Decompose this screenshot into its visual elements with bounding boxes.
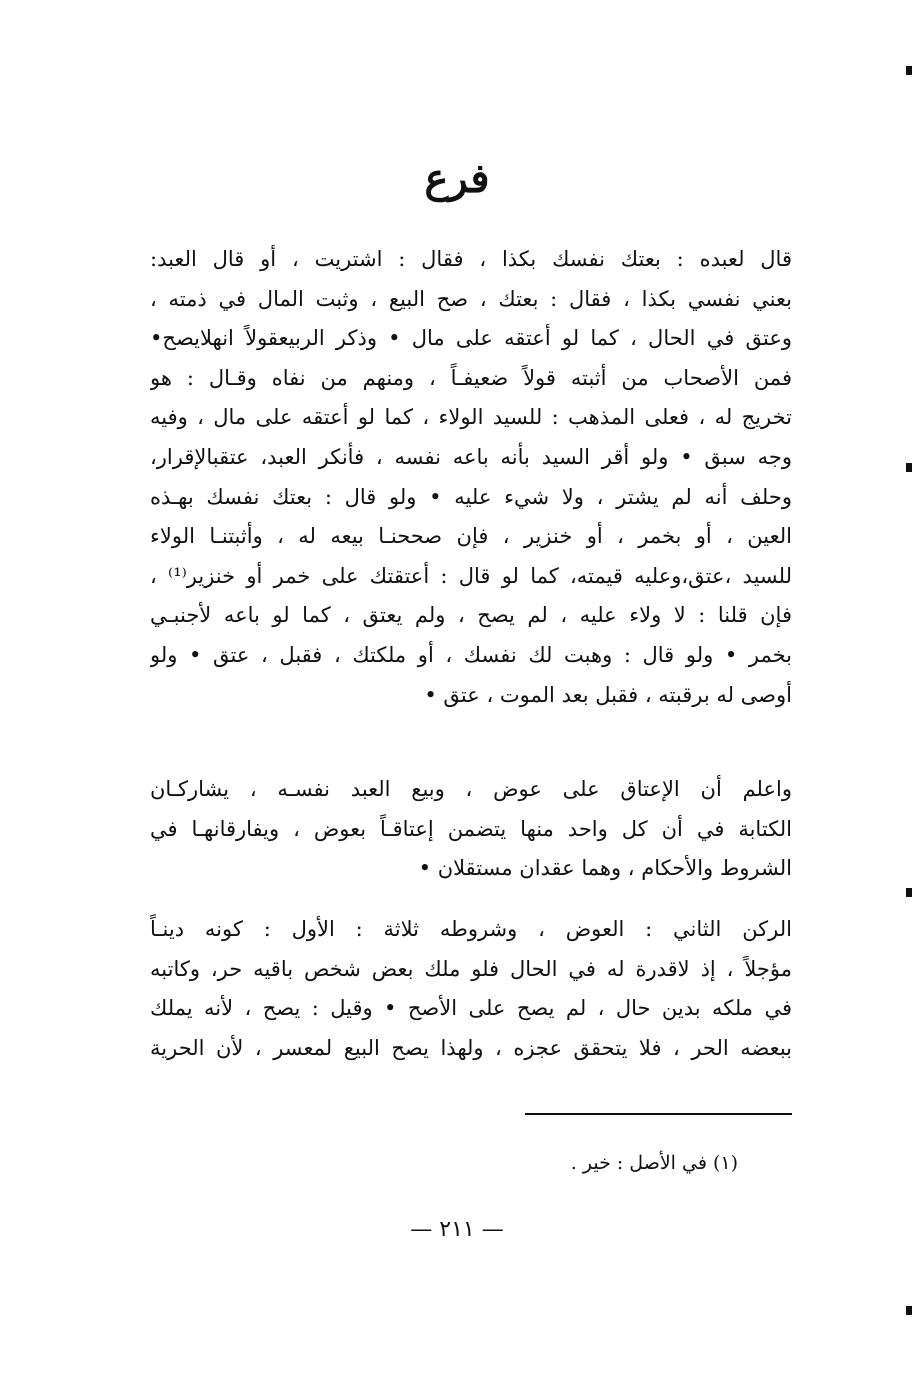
footnote-divider bbox=[525, 1113, 792, 1115]
footnote: (١) في الأصل : خير . bbox=[570, 1152, 738, 1174]
text-line: ببعضه الحر ، فلا يتحقق عجزه ، ولهذا يصح البيع لمعسر ، لأن الحرية bbox=[150, 1035, 792, 1060]
text-line: فإن قلنا : لا ولاء عليه ، لم يصح ، ولم يعتق ، كما لو باعه لأجنبـي bbox=[150, 603, 792, 628]
text-line: أوصى له برقبته ، فقبل بعد الموت ، عتق • bbox=[424, 682, 792, 707]
text-line: بخمر • ولو قال : وهبت لك نفسك ، أو ملكتك ، فقبل ، عتق • ولو bbox=[150, 642, 792, 667]
scan-edge-mark-middle bbox=[906, 463, 912, 472]
text-line: وعتق في الحال ، كما لو أعتقه على مال • وذكر الربيعقولاً انهلايصح• bbox=[150, 326, 792, 351]
scan-edge-mark-bottom bbox=[906, 1306, 912, 1315]
text-line: وجه سبق • ولو أقر السيد بأنه باعه نفسه ، فأنكر العبد، عتقبالإقرار، bbox=[150, 444, 792, 469]
text-line: في ملكه بدين حال ، لم يصح على الأصح • وقيل : يصح ، لأنه يملك bbox=[150, 996, 792, 1021]
paragraph-1 bbox=[150, 240, 792, 715]
text-line: قال لعبده : بعتك نفسك بكذا ، فقال : اشتريت ، أو قال العبد: bbox=[150, 247, 792, 271]
text-line: العين ، أو بخمر ، أو خنزير ، فإن صححنـا بيعه له ، وأثبتنـا الولاء bbox=[150, 524, 792, 549]
page-number: — ٢١١ — bbox=[410, 1217, 504, 1242]
text-line: الشروط والأحكام ، وهما عقدان مستقلان • bbox=[418, 856, 792, 881]
paragraph-3 bbox=[150, 910, 792, 1068]
text-line: واعلم أن الإعتاق على عوض ، وبيع العبد نفسـه ، يشاركـان bbox=[150, 777, 792, 801]
scan-edge-mark-top bbox=[906, 66, 912, 75]
text-line: مؤجلاً ، إذ لاقدرة له في الحال فلو ملك بعض شخص باقيه حر، وكاتبه bbox=[150, 956, 792, 981]
text-line: بعني نفسي بكذا ، فقال : بعتك ، صح البيع ، وثبت المال في ذمته ، bbox=[150, 286, 792, 311]
section-heading: فرع bbox=[424, 155, 490, 202]
text-line: فمن الأصحاب من أثبته قولاً ضعيفـاً ، ومنهم من نفاه وقـال : هو bbox=[150, 365, 792, 390]
text-line: الكتابة في أن كل واحد منها يتضمن إعتاقـاً بعوض ، ويفارقانهـا في bbox=[150, 816, 792, 841]
text-line: للسيد ،عتق،وعليه قيمته، كما لو قال : أعتقتك على خمر أو خنزير⁽¹⁾ ، bbox=[150, 563, 792, 588]
scan-edge-mark-lower bbox=[906, 888, 912, 897]
text-line: وحلف أنه لم يشتر ، ولا شيء عليه • ولو قال : بعتك نفسك بهـذه bbox=[150, 484, 792, 509]
paragraph-2 bbox=[150, 770, 792, 889]
text-line: الركن الثاني : العوض ، وشروطه ثلاثة : الأول : كونه دينـاً bbox=[150, 917, 792, 941]
text-line: تخريج له ، فعلى المذهب : للسيد الولاء ، كما لو أعتقه على مال ، وفيه bbox=[150, 405, 792, 430]
